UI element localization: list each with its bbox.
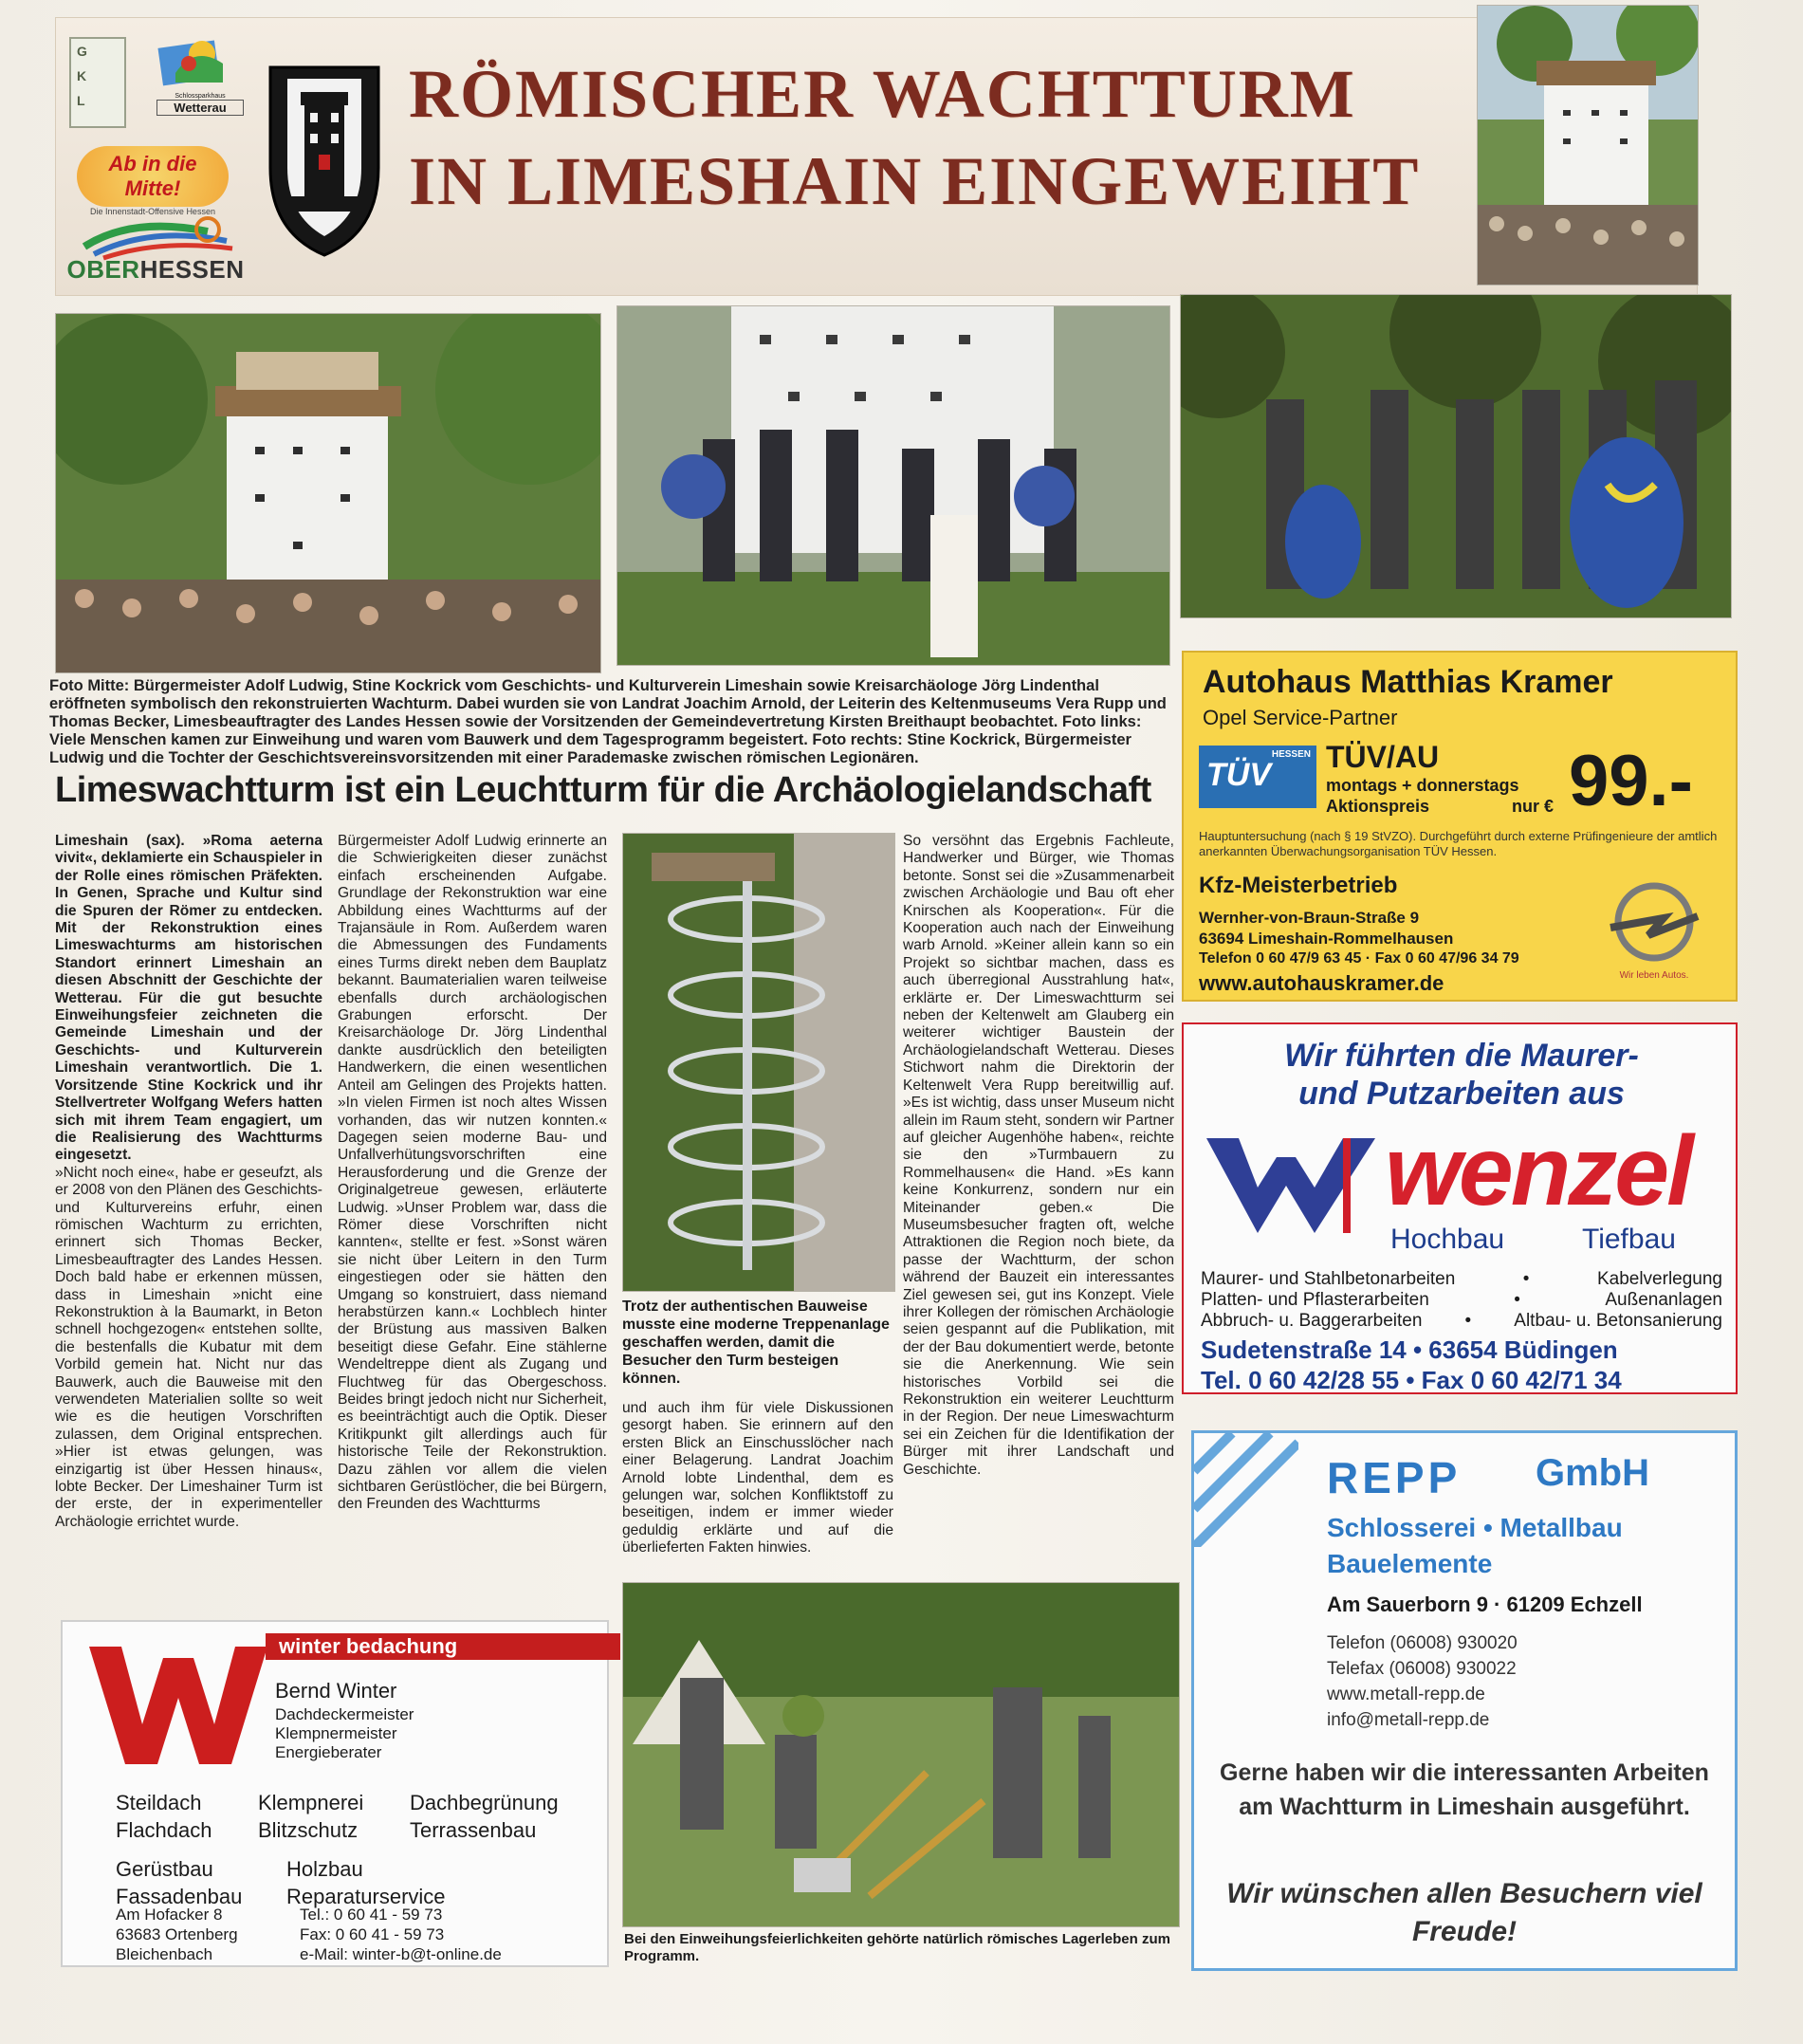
article-column-3 <box>622 1400 893 1557</box>
photo-staircase <box>622 833 895 1292</box>
limeshain-crest <box>267 64 382 259</box>
wenzel-service-row: Maurer- und Stahlbetonarbeiten • Kabelverlegung <box>1201 1269 1722 1289</box>
wenzel-address: Sudetenstraße 14 • 63654 Büdingen <box>1201 1335 1618 1364</box>
repp-mail[interactable]: info@metall-repp.de <box>1327 1710 1490 1730</box>
tuv-title: TÜV/AU <box>1326 740 1440 774</box>
gkl-logo: G K L <box>69 37 126 128</box>
title-line-2: IN LIMESHAIN EINGEWEIHT <box>409 143 1421 219</box>
winter-address: Am Hofacker 8 63683 Ortenberg Bleichenbach <box>116 1906 238 1963</box>
repp-phone: Telefon (06008) 930020 <box>1327 1633 1518 1653</box>
article-column-2 <box>338 833 607 1514</box>
kramer-phone: Telefon 0 60 47/9 63 45 · Fax 0 60 47/96 34 79 <box>1199 950 1519 967</box>
repp-wish: Wir wünschen allen Besuchern viel Freude! <box>1226 1878 1702 1947</box>
repp-name: REPP <box>1327 1453 1462 1502</box>
wenzel-services <box>1201 1269 1722 1332</box>
repp-contact <box>1327 1630 1518 1733</box>
kramer-name: Autohaus Matthias Kramer <box>1203 664 1613 700</box>
wenzel-brand: wenzel <box>1385 1116 1691 1226</box>
winter-services: Steildach Klempnerei Dachbegrünung Flachdach Blitzschutz Terrassenbau <box>116 1791 559 1842</box>
article-column-4 <box>903 833 1174 1479</box>
opel-logo <box>1597 880 1711 985</box>
wenzel-headline-2: und Putzarbeiten aus <box>1298 1076 1625 1112</box>
article-col3-text: und auch ihm für viele Diskussionen gesorgt haben. Sie erinnern auf den ersten Blick an Einschusslöcher nach einer Belagerung. Landrat Joachim Arnold lobte Lindenthal, dem es gelungen war, solchen Konfliktstoff zu beseitigen, indem er immer wieder geduldig erklärte und auf die überlieferten Fakten hinwies. <box>622 1400 893 1556</box>
photo-left-crowd <box>55 313 601 673</box>
wetterau-text: Wetterau <box>156 100 244 116</box>
article-col4-text: So versöhnt das Ergebnis Fachleute, Handwerker und Bürger, wie Thomas betonte. Sonst sei die »Zusammenarbeit zwischen Archäologie und Bau oft eher Knirschen als Kooperation«. Für die Kooperation auch nach der Einweihung warb Arnold. »Keiner allein kann so ein Projekt so sichtbar machen, dass es auch überregional Ausstrahlung hat«, erklärte er. Der Limeswachtturm sei neben der Keltenwelt am Glauberg ein weiterer wichtiger Baustein der Archäologielandschaft Wetterau. Dieses Stichwort nahm die Direktorin der Keltenwelt Vera Rupp bereitwillig auf. »Es ist wichtig, dass unser Museum nicht allein im Raum steht, sondern wir Partner auf gleicher Augenhöhe haben«, reichte sie den »Turmbauern zu Rommelhausen« die Hand. »Es kann keine Konkurrenz, sondern nur ein Miteinander geben.« Die Museumsbesucher fragten oft, welche Attraktionen die Region noch biete, da passe der Wachtturm, der schon während der Bauzeit ein interessantes Ziel gewesen sei, gut ins Konzept. Viele ihrer Kollegen der römischen Archäologie seien gespannt auf die Publikation, mit der der Bau dokumentiert werde, betonte sie die Anerkennung. Wie sein historisches Vorbild sei die Rekonstruktion ein weiterer Leuchtturm in der Region. Der neue Limeswachturm sei ein Zeichen für die Identifikation der Bürger mit ihrer Landschaft und Geschichte. <box>903 833 1175 1478</box>
ad-wenzel <box>1182 1022 1738 1394</box>
header-tower-photo <box>1477 5 1699 285</box>
tuv-fineprint: Hauptuntersuchung (nach § 19 StVZO). Durchgeführt durch externe Prüfingenieure der amtlich anerkannten Überwachungsorganisation TÜV Hessen. <box>1199 829 1718 858</box>
wenzel-headline-1: Wir führten die Maurer- <box>1284 1038 1639 1074</box>
kramer-street: Wernher-von-Braun-Straße 9 <box>1199 909 1420 927</box>
kramer-city: 63694 Limeshain-Rommelhausen <box>1199 930 1454 948</box>
repp-line1: Schlosserei • Metallbau <box>1327 1513 1623 1542</box>
sponsor-logos <box>56 18 255 295</box>
article-col1-text: »Nicht noch eine«, habe er geseufzt, als er 2008 von den Plänen des Geschichts- und Kulturvereins erfuhr, einen römischen Wachturm zu errichten, erinnert sich Thomas Becker, Limesbeauftragter des Landes Hessen. Doch bald habe er erkennen müssen, dass in Limeshain »nicht eine Rekonstruktion à la Baumarkt, in Beton schnell hochgezogen« entstehen sollte, die bestenfalls die Kubatur mit dem Vorbild gemein hat. Nicht nur das Bauwerk, auch die Bauweise mit den verwendeten Materialien sollte so weit wie es die heutigen Vorschriften zulassen, dem Original entsprechen. »Hier ist etwas gelungen, was einzigartig ist über Hessen hinaus«, lobte Becker. Der Limeshainer Turm ist der erste, der in experimenteller Archäologie errichtet wurde. <box>55 1164 322 1530</box>
kramer-partner: Opel Service-Partner <box>1203 706 1398 729</box>
photo-roman-camp <box>622 1582 1180 1927</box>
winter-titles: Dachdeckermeister Klempnermeister Energieberater <box>275 1705 414 1761</box>
ad-winter-bedachung <box>61 1620 609 1967</box>
winter-banner: winter bedachung <box>266 1633 620 1660</box>
ad-repp <box>1191 1430 1738 1971</box>
wenzel-service-row: Abbruch- u. Baggerarbeiten • Altbau- u. Betonsanierung <box>1201 1311 1722 1331</box>
repp-web[interactable]: www.metall-repp.de <box>1327 1685 1485 1704</box>
ad-autohaus-kramer <box>1182 651 1738 1002</box>
repp-corner-stripes <box>1194 1433 1298 1547</box>
wenzel-logo-icon <box>1201 1129 1381 1243</box>
repp-address: Am Sauerborn 9 · 61209 Echzell <box>1327 1593 1643 1616</box>
kramer-website[interactable]: www.autohauskramer.de <box>1199 971 1444 995</box>
repp-message: Gerne haben wir die interessanten Arbeiten am Wachtturm in Limeshain ausgeführt. <box>1220 1759 1709 1820</box>
tuv-days: montags + donnerstags <box>1326 776 1519 795</box>
repp-gmbh: GmbH <box>1536 1452 1649 1494</box>
article-col2-text: Bürgermeister Adolf Ludwig erinnerte an die Schwierigkeiten dieser zunächst einfach erscheinenden Aufgabe. Grundlage der Rekonstruktion war eine Abbildung eines Wachtturms auf der Trajansäule in Rom. Außerdem waren die Abmessungen des Fundaments eines Turms direkt neben dem Bauplatz bekannt. Baumaterialien waren teilweise ebenfalls durch archäologischen Grabungen erforscht. Der Kreisarchäologe Dr. Jörg Lindenthal dankte ausdrücklich den beteiligten Handwerkern, die einen wesentlichen Anteil am Gelingen des Projekts hatten. »In vielen Firmen ist noch altes Wissen vorhanden, das wir nutzen konnten.« Dagegen seien moderne Bau- und Unfallverhütungsvorschriften eine Herausforderung und die Grenze der Originalgetreue gewesen, erläuterte Ludwig. »Unser Problem war, dass die Römer diese Vorschriften nicht kannten«, stellte er fest. »Sonst wären sie nicht über Leitern in den Turm eingestiegen oder sie hätten den Umgang so konstruiert, dass niemand herabstürzen kann.« Lochblech hinter der Brüstung aus massiven Balken beseitigt diese Gefahr. Eine stählerne Wendeltreppe dient als Zugang und Fluchtweg für das Obergeschoss. Beides bringt jedoch nicht nur Sicherheit, es beeinträchtigt auch die Optik. Dieser Kritikpunkt gilt allerdings auch für historische Teile der Rekonstruktion. Dazu zählen vor allem die vielen sichtbaren Gerüstlöcher, die bei Bürgern, den Freunden des Wachtturms <box>338 833 607 1513</box>
wenzel-tiefbau: Tiefbau <box>1582 1224 1676 1255</box>
article-headline: Limeswachtturm ist ein Leuchtturm für die Archäologielandschaft <box>55 770 1151 810</box>
page-title <box>409 50 1499 225</box>
repp-line2: Bauelemente <box>1327 1549 1493 1578</box>
wetterau-small-text: Schlossparkhaus <box>175 93 226 100</box>
header-banner <box>55 17 1698 296</box>
tuv-price: 99.- <box>1569 741 1693 821</box>
title-line-1: RÖMISCHER WACHTTURM <box>409 56 1356 132</box>
wenzel-service-row: Platten- und Pflasterarbeiten • Außenanlagen <box>1201 1290 1722 1310</box>
article-column-1 <box>55 833 322 1531</box>
tuv-hessen-logo: TÜV HESSEN <box>1199 746 1316 808</box>
photo-caption: Foto Mitte: Bürgermeister Adolf Ludwig, Stine Kockrick vom Geschichts- und Kulturverein Limeshain sowie Kreisarchäologe Jörg Lindenthal eröffneten symbolisch den rekonstruierten Wachturm. Dabei wurden sie von Landrat Joachim Arnold, der Leiterin des Keltenmuseums Vera Rupp und Thomas Becker, Limesbeauftragter des Landes Hessen sowie der Vorsitzenden der Gemeindevertretung Kirsten Breithaupt beobachtet. Foto links: Viele Menschen kamen zur Einweihung und waren vom Bauwerk und dem Tagesprogramm begeistert. Foto rechts: Stine Kockrick, Bürgermeister Ludwig und die Tochter der Geschichtsvereinsvorsitzenden mit einer Parademaske zwischen römischen Legionären. <box>49 677 1167 766</box>
photo-right-legionaries <box>1180 294 1732 618</box>
winter-owner: Bernd Winter <box>275 1679 397 1703</box>
winter-services-2: Gerüstbau Holzbau Fassadenbau Reparaturservice <box>116 1857 446 1908</box>
photo-middle-dignitaries <box>616 305 1170 666</box>
article-lead: Limeshain (sax). »Roma aeterna vivit«, deklamierte ein Schauspieler in der Rolle eines römischen Präfekten. In Genen, Sprache und Kultur sind die Spuren der Römer zu entdecken. Mit der Rekonstruktion eines Limeswachturms am historischen Standort erinnert Limeshain an diesen Abschnitt der Geschichte der Wetterau. Für die gut besuchte Einweihungsfeier zeichneten die Gemeinde Limeshain und der Geschichts- und Kulturverein Limeshain verantwortlich. Die 1. Vorsitzende Stine Kockrick und ihr Stellvertreter Wolfgang Wefers hatten sich mit ihrem Team engagiert, um die Realisierung des Wachtturms eingesetzt. <box>55 833 322 1164</box>
wenzel-phone: Tel. 0 60 42/28 55 • Fax 0 60 42/71 34 <box>1201 1366 1622 1394</box>
staircase-caption: Trotz der authentischen Bauweise musste eine moderne Treppenanlage geschaffen werden, damit die Besucher den Turm besteigen können. <box>622 1298 890 1387</box>
kramer-meister: Kfz-Meisterbetrieb <box>1199 873 1398 898</box>
winter-w-logo <box>83 1639 273 1772</box>
ab-in-die-mitte-logo: Ab in die Mitte! Die Innenstadt-Offensive Hessen <box>77 146 229 199</box>
oberhessen-logo: OBERHESSEN <box>65 212 246 288</box>
wenzel-hochbau: Hochbau <box>1390 1224 1505 1255</box>
opel-slogan: Wir leben Autos. <box>1619 970 1689 981</box>
camp-caption: Bei den Einweihungsfeierlichkeiten gehörte natürlich römisches Lagerleben zum Programm. <box>624 1931 1170 1964</box>
tuv-only: nur € <box>1512 797 1555 816</box>
repp-fax: Telefax (06008) 930022 <box>1327 1659 1517 1679</box>
winter-contact: Tel.: 0 60 41 - 59 73 Fax: 0 60 41 - 59 73 e-Mail: winter-b@t-online.de <box>300 1906 502 1963</box>
wetterau-logo <box>156 35 244 115</box>
tuv-action: Aktionspreis <box>1326 797 1430 816</box>
